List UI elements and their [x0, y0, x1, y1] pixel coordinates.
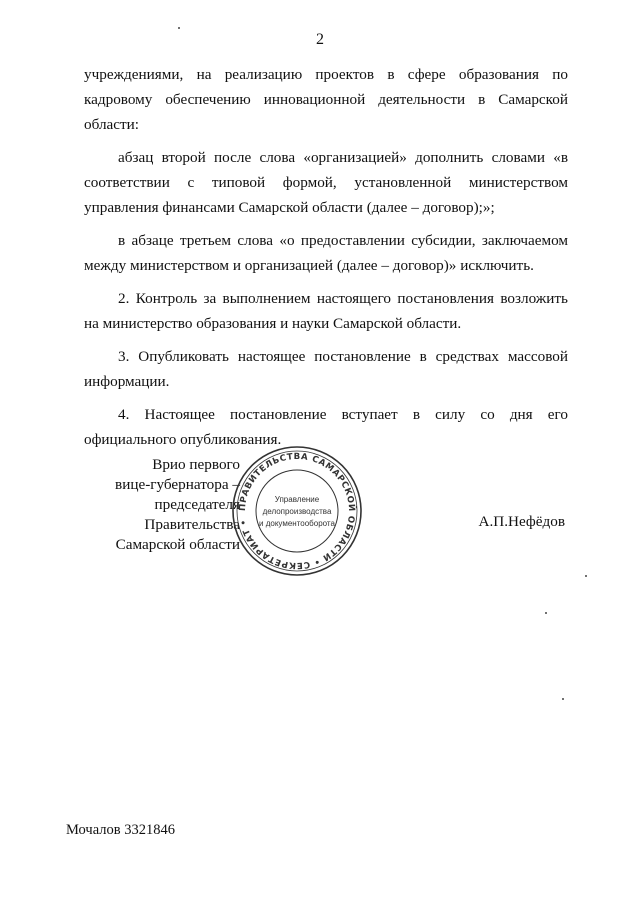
paragraph: 2. Контроль за выполнением настоящего постановления возложить на министерство образования и науки Самарской области. [84, 290, 568, 332]
stamp-ring-text: ПРАВИТЕЛЬСТВА САМАРСКОЙ ОБЛАСТИ • СЕКРЕТАРИАТ • [237, 451, 357, 571]
scan-speck [585, 575, 587, 577]
official-stamp [230, 444, 364, 578]
document-body [84, 62, 568, 460]
scan-speck [545, 612, 547, 614]
paragraph: учреждениями, на реализацию проектов в сфере образования по кадровому обеспечению инновационной деятельности в Самарской области: [84, 66, 568, 133]
signatory-title-line: председателя Правительства [144, 496, 240, 533]
stamp-seal-icon [230, 444, 364, 578]
page-number: 2 [316, 31, 324, 48]
signatory-title [60, 455, 240, 555]
paragraph: в абзаце третьем слова «о предоставлении субсидии, заключаемом между министерством и организацией (далее – договор)» исключить. [84, 232, 568, 274]
signatory-title-line: Врио первого [152, 456, 240, 473]
signatory-title-line: Самарской области [115, 536, 240, 553]
stamp-center-line: Управление [274, 495, 320, 504]
paragraph: 4. Настоящее постановление вступает в силу со дня его официального опубликования. [84, 406, 568, 448]
stamp-center-line: и документооборота [259, 519, 335, 528]
scan-speck [562, 698, 564, 700]
signatory-name: А.П.Нефёдов [478, 513, 565, 530]
stamp-center-line: делопроизводства [262, 507, 332, 516]
scan-speck [178, 27, 180, 29]
paragraph: абзац второй после слова «организацией» дополнить словами «в соответствии с типовой формой, установленной министерством управления финансами Самарской области (далее – договор);»; [84, 149, 568, 216]
author-reference: Мочалов 3321846 [66, 822, 175, 838]
signatory-title-line: вице-губернатора – [115, 476, 240, 493]
paragraph: 3. Опубликовать настоящее постановление в средствах массовой информации. [84, 348, 568, 390]
